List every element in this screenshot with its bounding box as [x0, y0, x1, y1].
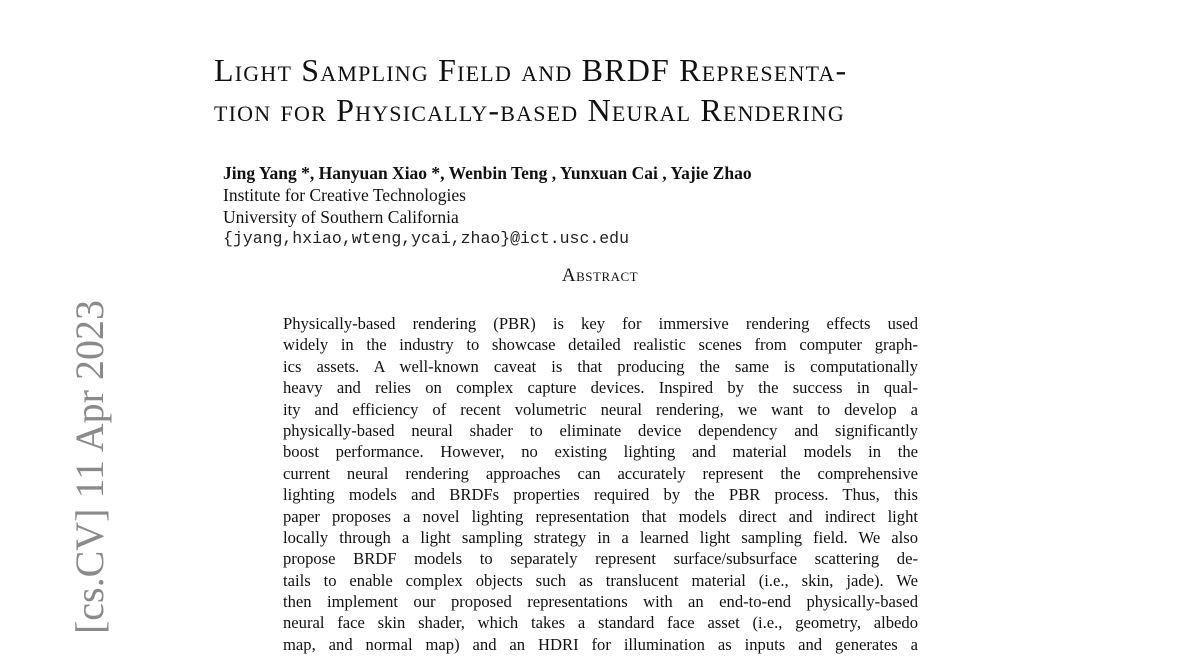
- affiliation-institute: Institute for Creative Technologies: [223, 185, 466, 205]
- abstract-line: then implement our proposed representations with an end-to-end physically-based: [283, 592, 918, 612]
- abstract-line: tails to enable complex objects such as translucent material (i.e., skin, jade). We: [283, 570, 918, 590]
- abstract-line: Physically-based rendering (PBR) is key for immersive rendering effects used: [283, 314, 918, 333]
- abstract-line: propose BRDF models to separately represent surface/subsurface scattering de-: [283, 549, 918, 569]
- title-line-2: tion for Physically-based Neural Rendering: [214, 92, 845, 128]
- abstract-line: ics assets. A well-known caveat is that producing the same is computationally: [283, 356, 918, 376]
- abstract-line: ity and efficiency of recent volumetric neural rendering, we want to develop a: [283, 399, 918, 419]
- title-line-1: Light Sampling Field and BRDF Representa-: [214, 52, 848, 88]
- abstract-line: current neural rendering approaches can accurately represent the comprehensive: [283, 463, 918, 483]
- abstract-line: map, and normal map) and an HDRI for illumination as inputs and generates a: [283, 634, 918, 654]
- abstract-line: lighting models and BRDFs properties required by the PBR process. Thus, this: [283, 485, 918, 505]
- author-block: [223, 162, 923, 250]
- abstract-line: locally through a light sampling strategy in a learned light sampling field. We also: [283, 527, 918, 547]
- abstract-line: widely in the industry to showcase detailed realistic scenes from computer graph-: [283, 335, 918, 355]
- author-email: {jyang,hxiao,wteng,ycai,zhao}@ict.usc.edu: [223, 229, 629, 248]
- abstract-line: neural face skin shader, which takes a standard face asset (i.e., geometry, albedo: [283, 613, 918, 633]
- author-names: Jing Yang *, Hanyuan Xiao *, Wenbin Teng , Yunxuan Cai , Yajie Zhao: [223, 163, 752, 183]
- abstract-line: paper proposes a novel lighting representation that models direct and indirect light: [283, 506, 918, 526]
- abstract-line: boost performance. However, no existing lighting and material models in the: [283, 442, 918, 462]
- abstract-heading: Abstract: [561, 265, 639, 286]
- arxiv-sidebar-stamp: [24, 300, 112, 648]
- affiliation-university: University of Southern California: [223, 207, 459, 227]
- paper-title: [214, 50, 1014, 130]
- abstract-line: physically-based neural shader to eliminate device dependency and significantly: [283, 420, 918, 440]
- abstract-line: heavy and relies on complex capture devices. Inspired by the success in qual-: [283, 378, 918, 398]
- arxiv-stamp-text: [cs.CV] 11 Apr 2023: [67, 300, 112, 635]
- abstract-body: [283, 313, 918, 655]
